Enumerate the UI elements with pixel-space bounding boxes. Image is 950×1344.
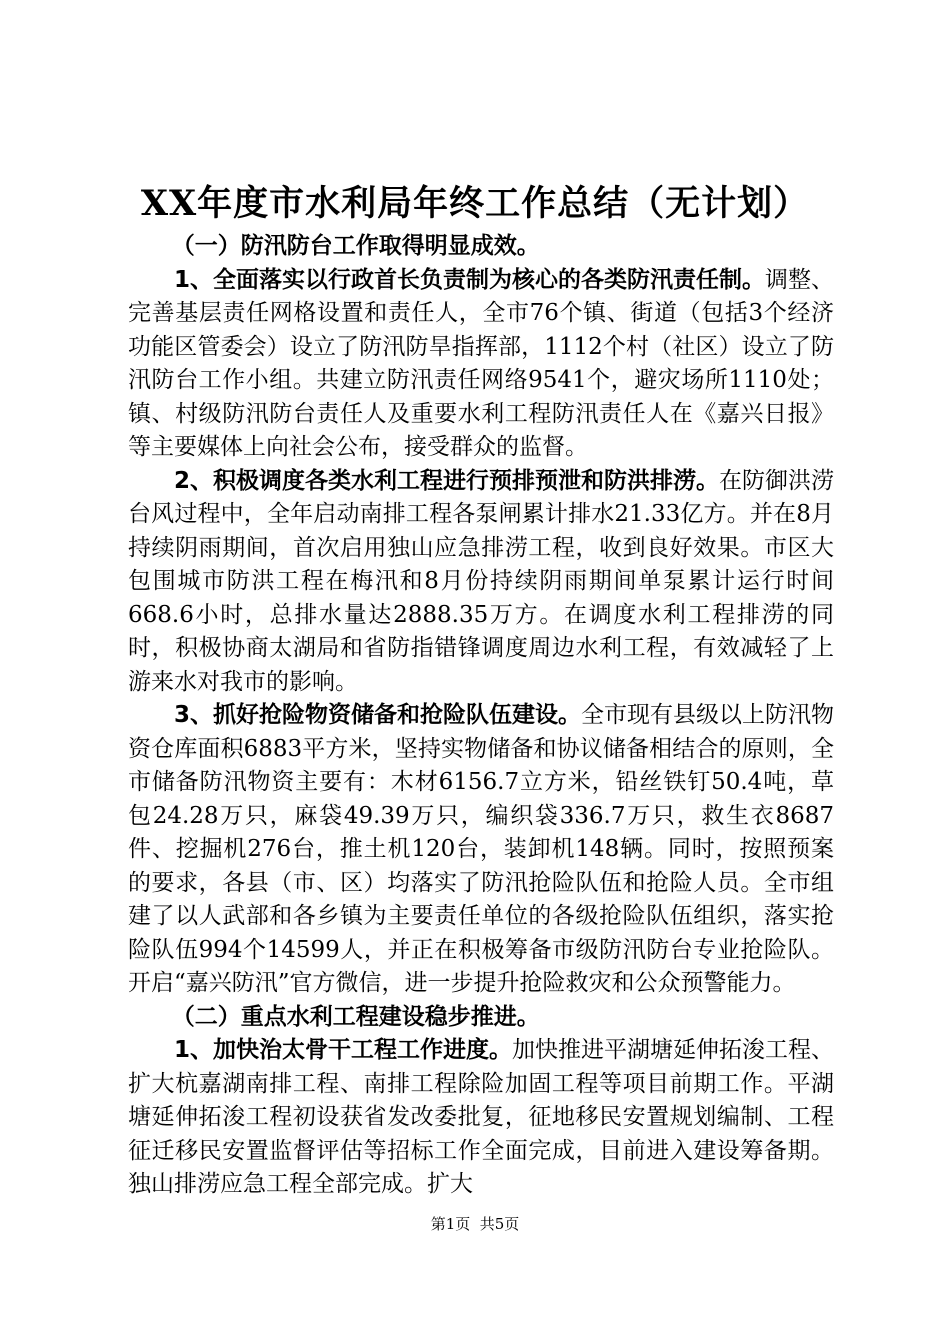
paragraph: [128, 465, 834, 700]
paragraph-heading: 3、抓好抢险物资储备和抢险队伍建设。: [174, 702, 582, 728]
document-title: XX年度市水利局年终工作总结（无计划）: [140, 183, 810, 224]
paragraph: [128, 1034, 834, 1202]
paragraph-text: 调整、完善基层责任网格设置和责任人，全市76个镇、街道（包括3个经济功能区管委会）设立了防汛防旱指挥部，1112个村（社区）设立了防汛防台工作小组。共建立防汛责任网络9541个，避灾场所1110处；镇、村级防汛防台责任人及重要水利工程防汛责任人在《嘉兴日报》等主要媒体上向社会公布，接受群众的监督。: [128, 266, 835, 460]
paragraph-heading: 1、全面落实以行政首长负责制为核心的各类防汛责任制。: [174, 266, 766, 293]
paragraph-text: 加快推进平湖塘延伸拓浚工程、扩大杭嘉湖南排工程、南排工程除险加固工程等项目前期工作。平湖塘延伸拓浚工程初设获省发改委批复，征地移民安置规划编制、工程征迁移民安置监督评估等招标工作全面完成，目前进入建设筹备期。独山排涝应急工程全部完成。扩大: [128, 1037, 835, 1197]
document-body: [128, 230, 834, 1202]
section-heading: [128, 230, 834, 264]
paragraph: [128, 699, 834, 1001]
paragraph-text: 全市现有县级以上防汛物资仓库面积6883平方米，坚持实物储备和协议储备相结合的原则，全市储备防汛物资主要有：木材6156.7立方米，铅丝铁钉50.4吨，草包24.28万只，麻袋49.39万只，编织袋336.7万只，救生衣8687件、挖掘机276台，推土机120台，装卸机148辆。同时，按照预案的要求，各县（市、区）均落实了防汛抢险队伍和抢险人员。全市组建了以人武部和各乡镇为主要责任单位的各级抢险队伍组织，落实抢险队伍994个14599人，并正在积极筹备市级防汛防台专业抢险队。开启“嘉兴防汛”官方微信，进一步提升抢险救灾和公众预警能力。: [128, 702, 835, 996]
paragraph-text: 在防御洪涝台风过程中，全年启动南排工程各泵闸累计排水21.33亿方。并在8月持续阴雨期间，首次启用独山应急排涝工程，收到良好效果。市区大包围城市防洪工程在梅汛和8月份持续阴雨期间单泵累计运行时间668.6小时，总排水量达2888.35万方。在调度水利工程排涝的同时，积极协商太湖局和省防指错锋调度周边水利工程，有效减轻了上游来水对我市的影响。: [128, 467, 835, 695]
section-heading-text: （二）重点水利工程建设稳步推进。: [171, 1003, 540, 1030]
section-heading-text: （一）防汛防台工作取得明显成效。: [171, 233, 540, 259]
paragraph-heading: 1、加快治太骨干工程工作进度。: [174, 1037, 513, 1063]
page-footer: 第1页 共5页: [430, 1215, 520, 1233]
section-heading: [128, 1001, 834, 1035]
paragraph-heading: 2、积极调度各类水利工程进行预排预泄和防洪排涝。: [174, 467, 720, 494]
paragraph: [128, 264, 834, 465]
